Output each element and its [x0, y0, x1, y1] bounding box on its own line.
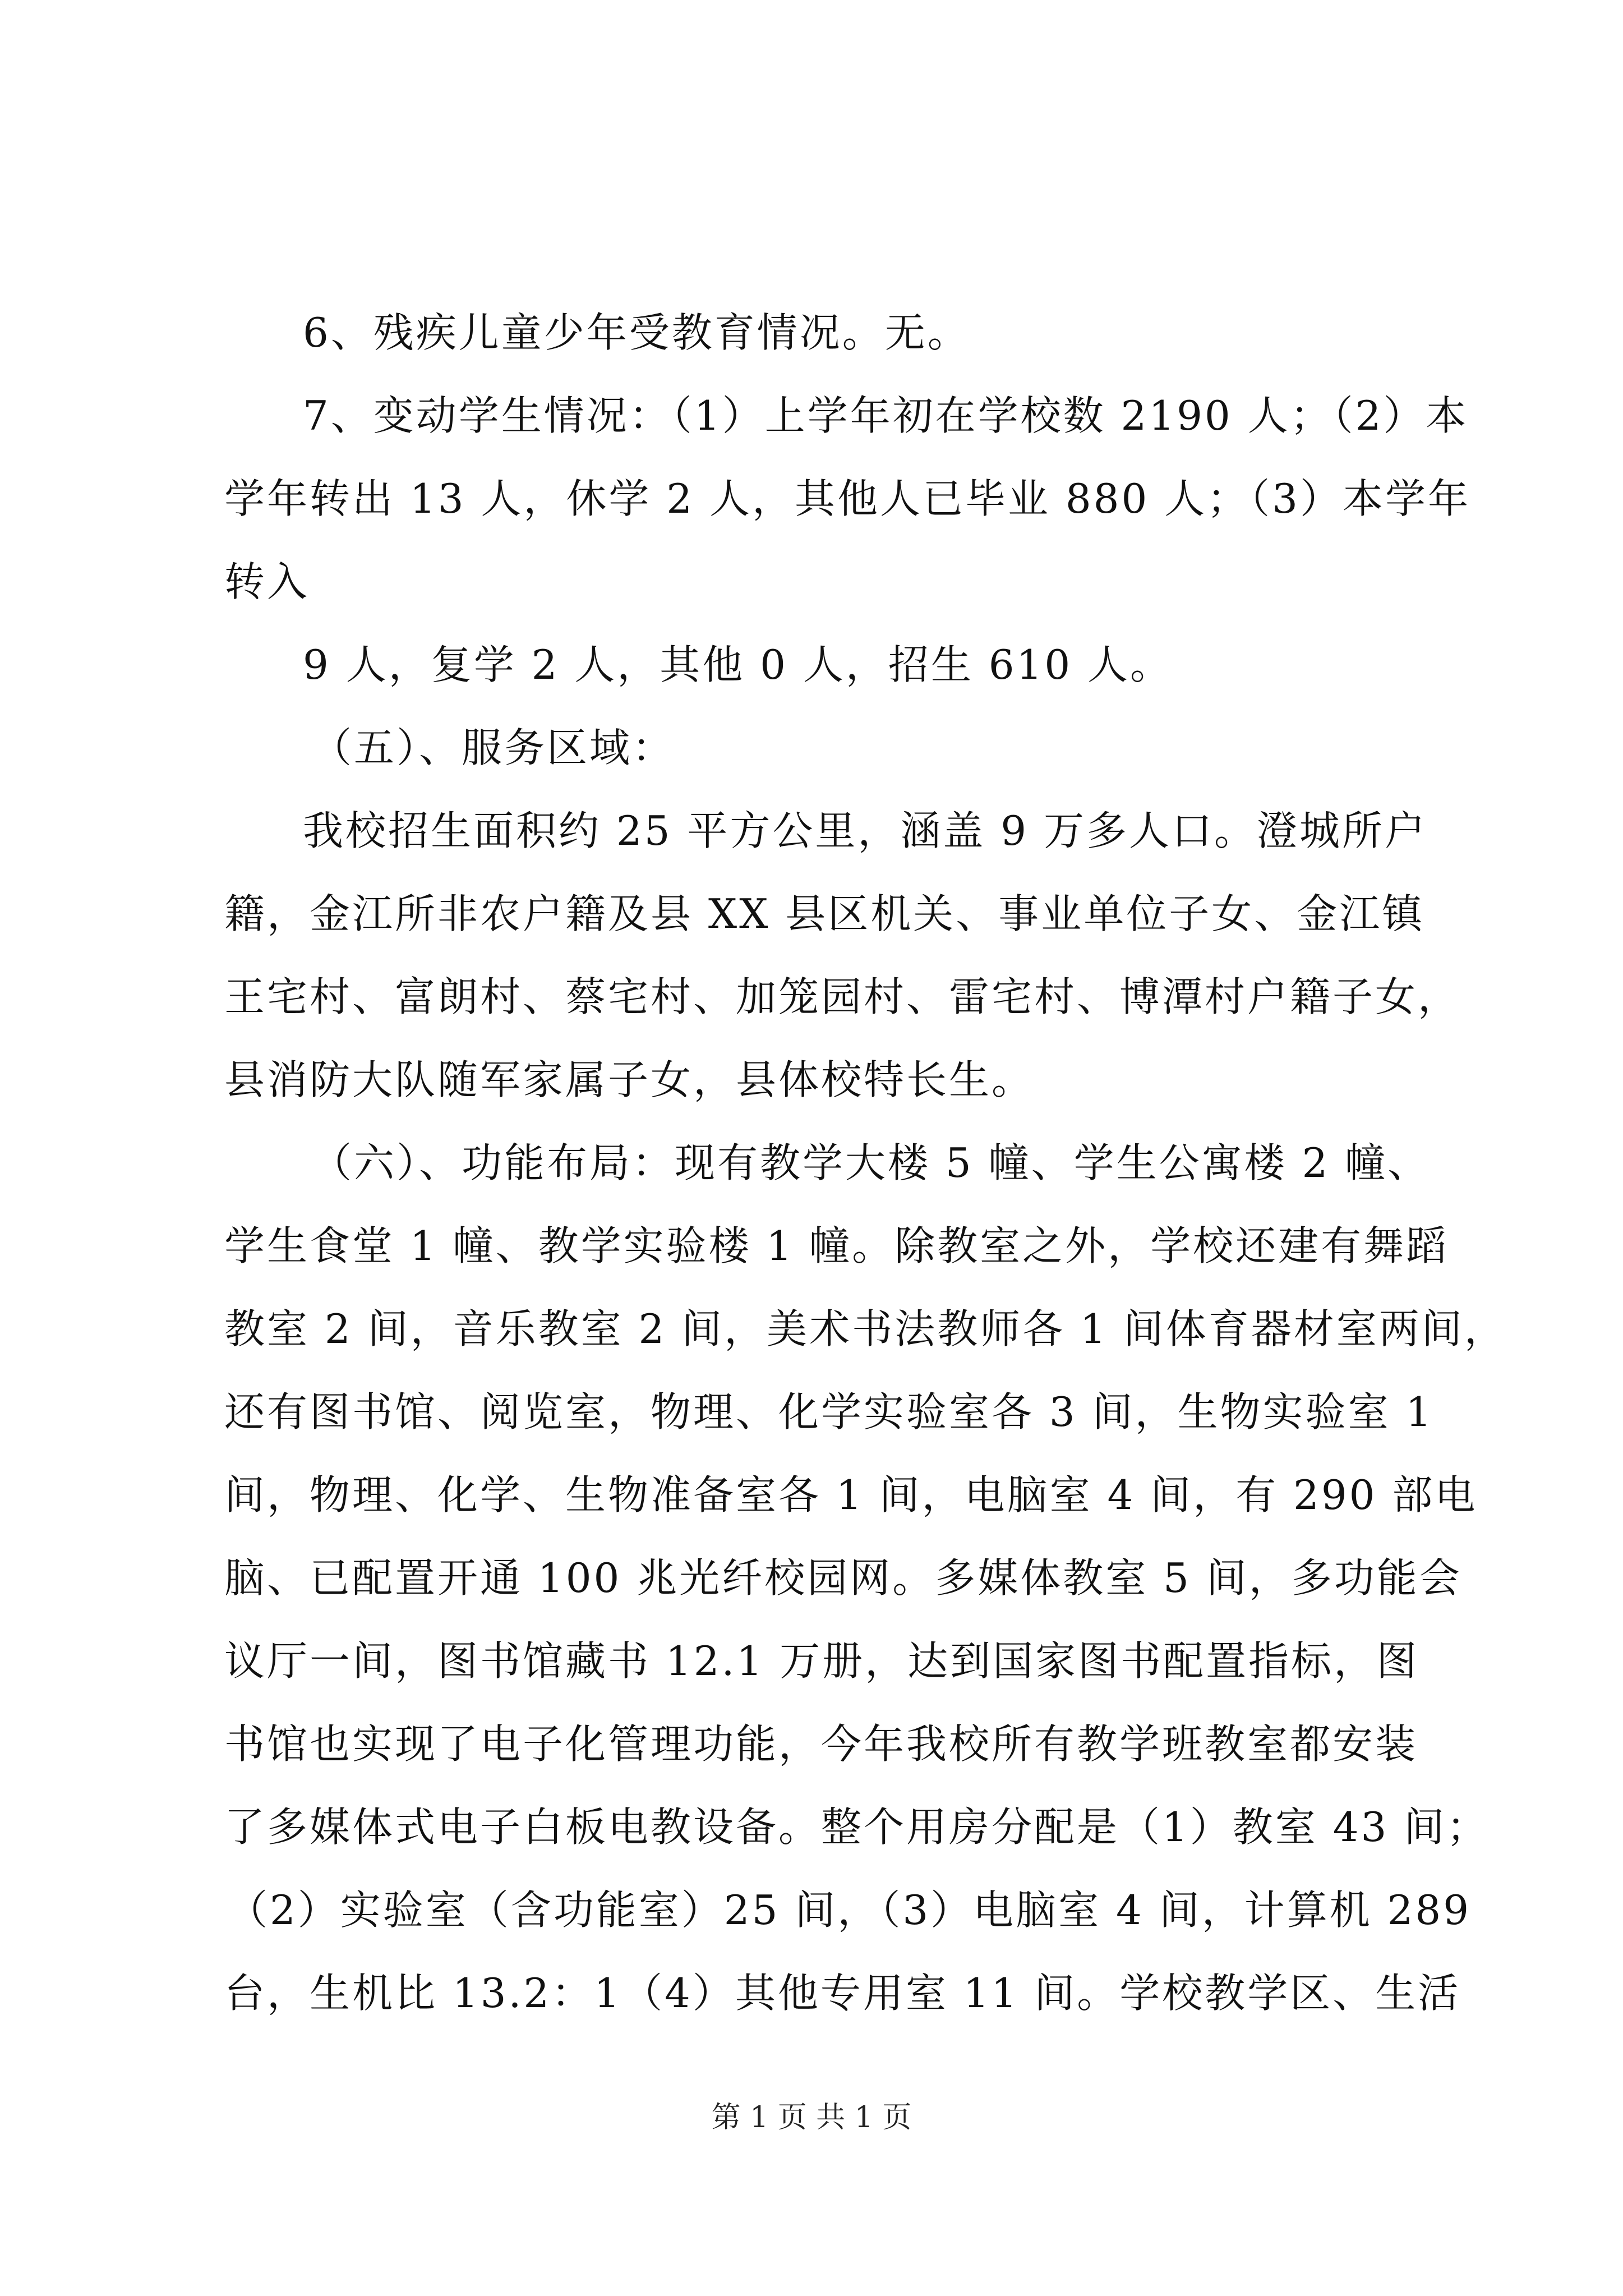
text-line: 学年转出 13 人，休学 2 人，其他人已毕业 880 人；（3）本学年	[224, 475, 1470, 522]
text-line: 议厅一间，图书馆藏书 12.1 万册，达到国家图书配置指标，图	[224, 1637, 1419, 1685]
text-line: 间，物理、化学、生物准备室各 1 间，电脑室 4 间，有 290 部电	[224, 1471, 1478, 1519]
text-line: 6、残疾儿童少年受教育情况。无。	[303, 309, 970, 356]
section-heading: （五）、服务区域：	[311, 724, 675, 771]
text-line: 县消防大队随军家属子女，县体校特长生。	[224, 1056, 1035, 1103]
text-line: 了多媒体式电子白板电教设备。整个用房分配是（1）教室 43 间；	[224, 1803, 1490, 1851]
text-line: （六）、功能布局：现有教学大楼 5 幢、学生公寓楼 2 幢、	[311, 1139, 1431, 1186]
text-line: 书馆也实现了电子化管理功能，今年我校所有教学班教室都安装	[224, 1720, 1418, 1768]
text-line: 我校招生面积约 25 平方公里，涵盖 9 万多人口。澄城所户	[303, 807, 1427, 854]
text-line: 学生食堂 1 幢、教学实验楼 1 幢。除教室之外，学校还建有舞蹈	[224, 1222, 1449, 1269]
text-line: 王宅村、富朗村、蔡宅村、加笼园村、雷宅村、博潭村户籍子女，	[224, 973, 1461, 1020]
page-footer: 第 1 页 共 1 页	[711, 2101, 912, 2134]
text-line: 教室 2 间，音乐教室 2 间，美术书法教师各 1 间体育器材室两间，	[224, 1305, 1507, 1352]
text-line: 转入	[224, 558, 310, 605]
text-line: 9 人，复学 2 人，其他 0 人，招生 610 人。	[303, 641, 1173, 688]
text-line: 台，生机比 13.2：1（4）其他专用室 11 间。学校教学区、生活	[224, 1970, 1461, 2017]
text-line: 脑、已配置开通 100 兆光纤校园网。多媒体教室 5 间，多功能会	[224, 1554, 1462, 1602]
text-line: 还有图书馆、阅览室，物理、化学实验室各 3 间，生物实验室 1	[224, 1388, 1434, 1435]
text-line: 籍，金江所非农户籍及县 XX 县区机关、事业单位子女、金江镇	[224, 890, 1425, 937]
text-line: （2）实验室（含功能室）25 间，（3）电脑室 4 间，计算机 289	[227, 1887, 1472, 1934]
text-line: 7、变动学生情况：（1）上学年初在学校数 2190 人；（2）本	[303, 392, 1469, 439]
